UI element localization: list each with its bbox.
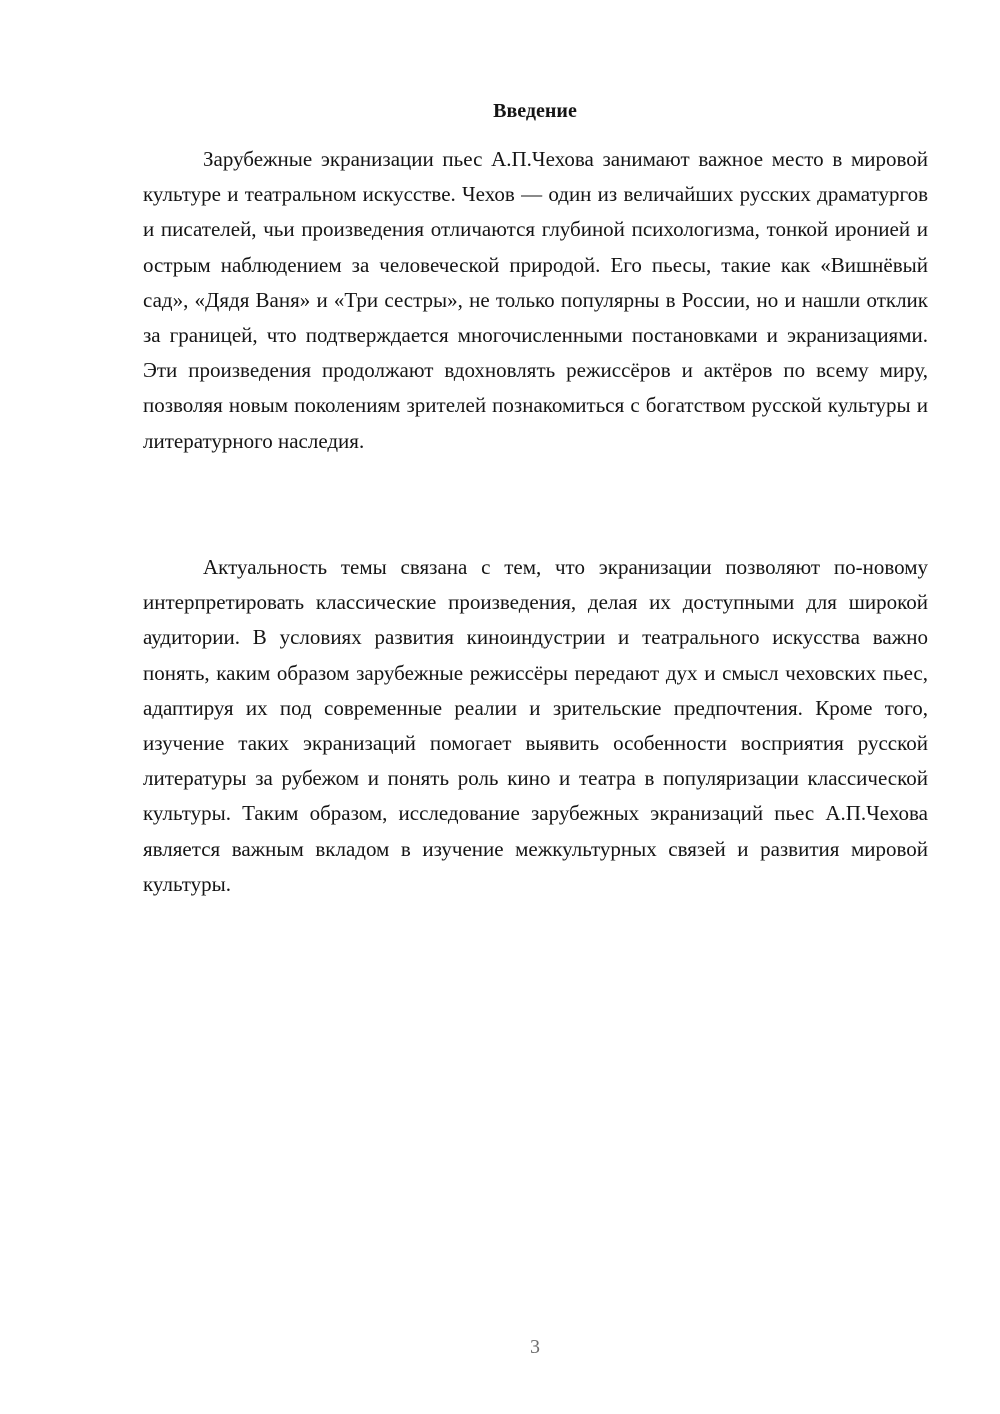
paragraph-block-1 bbox=[143, 142, 928, 459]
section-title: Введение bbox=[493, 100, 577, 122]
page-number: 3 bbox=[530, 1336, 540, 1358]
paragraph-block-2 bbox=[143, 550, 928, 902]
paragraph-relevance: Актуальность темы связана с тем, что экранизации позволяют по-новому интерпретировать классические произведения, делая их доступными для широкой аудитории. В условиях развития киноиндустрии и театрального искусства важно понять, каким образом зарубежные режиссёры передают дух и смысл чеховских пьес, адаптируя их под современные реалии и зрительские предпочтения. Кроме того, изучение таких экранизаций помогает выявить особенности восприятия русской литературы за рубежом и понять роль кино и театра в популяризации классической культуры. Таким образом, исследование зарубежных экранизаций пьес А.П.Чехова является важным вкладом в изучение межкультурных связей и развития мировой культуры. bbox=[143, 555, 928, 896]
paragraph-intro: Зарубежные экранизации пьес А.П.Чехова занимают важное место в мировой культуре и театральном искусстве. Чехов — один из величайших русских драматургов и писателей, чьи произведения отличаются глубиной психологизма, тонкой иронией и острым наблюдением за человеческой природой. Его пьесы, такие как «Вишнёвый сад», «Дядя Ваня» и «Три сестры», не только популярны в России, но и нашли отклик за границей, что подтверждается многочисленными постановками и экранизациями. Эти произведения продолжают вдохновлять режиссёров и актёров по всему миру, позволяя новым поколениям зрителей познакомиться с богатством русской культуры и литературного наследия. bbox=[143, 147, 928, 453]
